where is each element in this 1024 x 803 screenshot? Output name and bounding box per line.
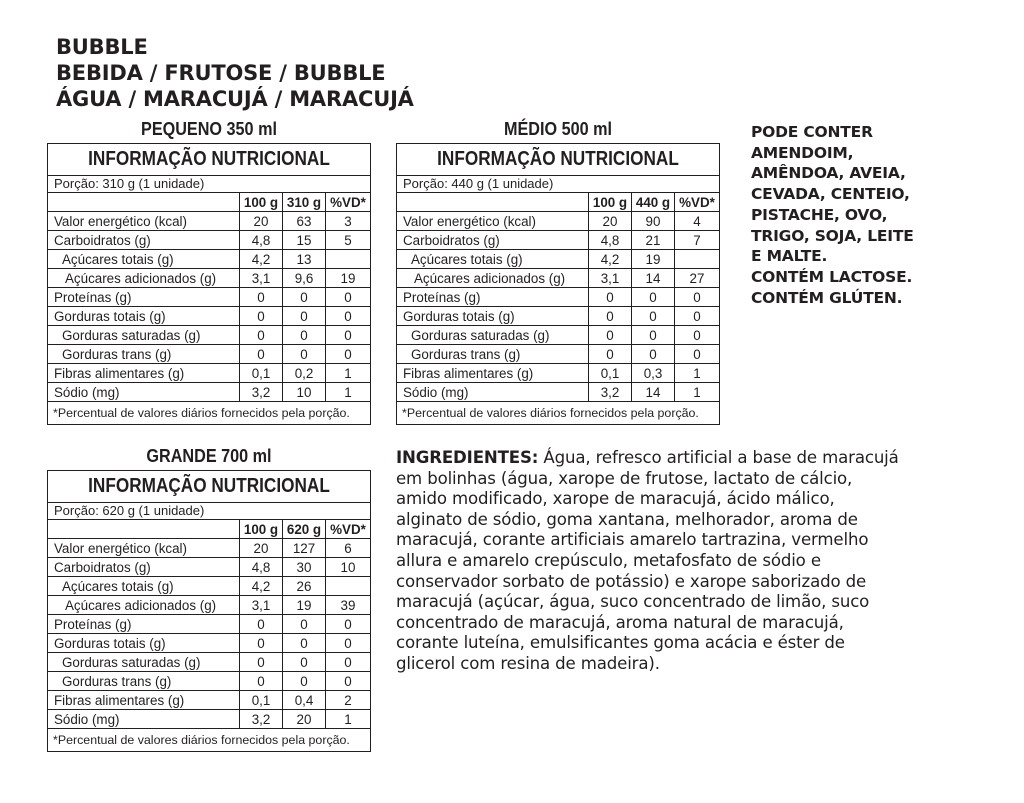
percent-daily-value: 10	[326, 558, 371, 577]
value-per-100g: 4,8	[240, 231, 283, 250]
percent-daily-value: 0	[675, 288, 720, 307]
value-per-100g: 20	[240, 212, 283, 231]
table-row	[48, 383, 370, 402]
value-per-portion: 0	[283, 615, 326, 634]
panel-size-title: GRANDE 700 ml	[146, 446, 272, 466]
nutrient-name: Fibras alimentares (g)	[48, 364, 240, 383]
nutrient-name: Carboidratos (g)	[48, 558, 240, 577]
value-per-portion: 0	[283, 672, 326, 691]
allergen-line: PODE CONTER	[751, 123, 873, 141]
column-header: 100 g	[240, 193, 283, 212]
percent-daily-value	[675, 250, 720, 269]
value-per-portion: 63	[283, 212, 326, 231]
nutrient-name: Proteínas (g)	[48, 288, 240, 307]
value-per-100g: 0	[589, 307, 632, 326]
label-heading: INFORMAÇÃO NUTRICIONAL	[88, 148, 330, 170]
nutrient-name: Sódio (mg)	[397, 383, 589, 402]
allergen-line: CEVADA, CENTEIO,	[751, 185, 910, 204]
column-header: 440 g	[632, 193, 675, 212]
table-row	[397, 345, 719, 364]
value-per-100g: 4,8	[589, 231, 632, 250]
ingredients-line	[396, 448, 926, 469]
ingredients-line: corante luteína, emulsificantes goma acácia e éster de	[396, 633, 845, 653]
ingredients-line: amido modificado, xarope de maracujá, ácido málico,	[396, 489, 835, 509]
value-per-100g: 0	[589, 326, 632, 345]
table-row	[48, 212, 370, 231]
column-header: %VD*	[675, 193, 720, 212]
table-header-row	[48, 520, 370, 539]
value-per-100g: 3,1	[589, 269, 632, 288]
value-per-100g: 0	[240, 288, 283, 307]
value-per-100g: 3,2	[240, 383, 283, 402]
title-line: BUBBLE	[56, 35, 148, 59]
panel-size-title: PEQUENO 350 ml	[141, 119, 277, 139]
value-per-portion: 0	[283, 345, 326, 364]
table-row	[397, 364, 719, 383]
value-per-100g: 0	[240, 326, 283, 345]
table-row	[48, 558, 370, 577]
nutrient-name: Proteínas (g)	[48, 615, 240, 634]
title-line: ÁGUA / MARACUJÁ / MARACUJÁ	[56, 87, 414, 111]
nutrient-name: Valor energético (kcal)	[397, 212, 589, 231]
nutrition-panel	[47, 445, 371, 752]
nutrient-name: Açúcares totais (g)	[397, 250, 589, 269]
value-per-100g: 3,1	[240, 596, 283, 615]
percent-daily-value: 0	[675, 345, 720, 364]
table-row	[48, 269, 370, 288]
table-row	[48, 231, 370, 250]
value-per-portion: 13	[283, 250, 326, 269]
value-per-portion: 15	[283, 231, 326, 250]
value-per-100g: 4,2	[589, 250, 632, 269]
value-per-portion: 90	[632, 212, 675, 231]
percent-daily-value: 5	[326, 231, 371, 250]
title-line: BEBIDA / FRUTOSE / BUBBLE	[56, 61, 386, 85]
value-per-portion: 19	[283, 596, 326, 615]
nutrition-label	[47, 143, 371, 425]
nutrient-name: Açúcares adicionados (g)	[397, 269, 589, 288]
percent-daily-value: 0	[326, 288, 371, 307]
nutrient-name: Valor energético (kcal)	[48, 212, 240, 231]
ingredients-line: concentrado de maracujá, aroma natural de maracujá,	[396, 612, 844, 632]
value-per-portion: 21	[632, 231, 675, 250]
value-per-portion: 127	[283, 539, 326, 558]
value-per-100g: 0,1	[589, 364, 632, 383]
nutrient-name: Carboidratos (g)	[48, 231, 240, 250]
nutrient-name: Açúcares adicionados (g)	[48, 596, 240, 615]
percent-daily-value: 1	[326, 364, 371, 383]
nutrient-name: Sódio (mg)	[48, 710, 240, 729]
nutrition-label	[396, 143, 720, 425]
nutrient-name: Fibras alimentares (g)	[48, 691, 240, 710]
percent-daily-value	[326, 577, 371, 596]
ingredients-line: glicerol com resina de madeira).	[396, 653, 660, 673]
value-per-100g: 3,2	[240, 710, 283, 729]
percent-daily-value: 1	[326, 710, 371, 729]
nutrient-name: Gorduras saturadas (g)	[48, 326, 240, 345]
percent-daily-value: 6	[326, 539, 371, 558]
value-per-portion: 0	[283, 307, 326, 326]
value-per-100g: 4,8	[240, 558, 283, 577]
portion-text: Porção: 310 g (1 unidade)	[48, 175, 370, 192]
value-per-100g: 0	[589, 345, 632, 364]
nutrient-name: Gorduras totais (g)	[48, 307, 240, 326]
value-per-100g: 0,1	[240, 364, 283, 383]
nutrient-name: Gorduras saturadas (g)	[48, 653, 240, 672]
label-footnote: *Percentual de valores diários fornecidos pela porção.	[397, 401, 719, 424]
value-per-100g: 0	[240, 672, 283, 691]
ingredients-text	[396, 448, 926, 675]
percent-daily-value: 7	[675, 231, 720, 250]
nutrient-name: Açúcares totais (g)	[48, 577, 240, 596]
percent-daily-value: 0	[675, 326, 720, 345]
percent-daily-value: 0	[326, 307, 371, 326]
value-per-portion: 0,3	[632, 364, 675, 383]
percent-daily-value: 0	[326, 615, 371, 634]
nutrient-name: Fibras alimentares (g)	[397, 364, 589, 383]
column-header: 620 g	[283, 520, 326, 539]
table-row	[48, 307, 370, 326]
table-row	[48, 672, 370, 691]
nutrition-label	[47, 470, 371, 752]
value-per-portion: 0	[632, 288, 675, 307]
percent-daily-value: 0	[326, 345, 371, 364]
table-row	[48, 288, 370, 307]
value-per-100g: 3,1	[240, 269, 283, 288]
percent-daily-value: 27	[675, 269, 720, 288]
nutrition-table	[48, 519, 370, 728]
label-footnote: *Percentual de valores diários fornecidos pela porção.	[48, 401, 370, 424]
percent-daily-value: 1	[675, 364, 720, 383]
percent-daily-value: 4	[675, 212, 720, 231]
table-row	[48, 539, 370, 558]
value-per-portion: 26	[283, 577, 326, 596]
nutrient-name: Gorduras trans (g)	[397, 345, 589, 364]
table-row	[48, 615, 370, 634]
table-row	[397, 383, 719, 402]
percent-daily-value: 1	[675, 383, 720, 402]
table-header-row	[48, 193, 370, 212]
percent-daily-value: 0	[675, 307, 720, 326]
table-row	[48, 250, 370, 269]
value-per-portion: 0	[632, 326, 675, 345]
value-per-portion: 14	[632, 383, 675, 402]
value-per-portion: 0,2	[283, 364, 326, 383]
nutrient-name: Gorduras trans (g)	[48, 345, 240, 364]
percent-daily-value: 1	[326, 383, 371, 402]
product-title	[56, 34, 414, 112]
portion-text: Porção: 440 g (1 unidade)	[397, 175, 719, 192]
nutrient-name: Valor energético (kcal)	[48, 539, 240, 558]
column-header: 310 g	[283, 193, 326, 212]
table-row	[397, 250, 719, 269]
ingredients-line: em bolinhas (água, xarope de frutose, lactato de cálcio,	[396, 468, 853, 488]
nutrition-panel	[47, 118, 371, 425]
table-row	[48, 577, 370, 596]
table-row	[48, 364, 370, 383]
value-per-100g: 4,2	[240, 577, 283, 596]
table-row	[397, 288, 719, 307]
nutrition-panel	[396, 118, 720, 425]
percent-daily-value: 2	[326, 691, 371, 710]
percent-daily-value: 0	[326, 672, 371, 691]
allergen-line: AMENDOIM,	[751, 143, 854, 162]
ingredients-line: conservador sorbato de potássio) e xarope saborizado de	[396, 571, 867, 591]
table-row	[397, 269, 719, 288]
column-header: 100 g	[589, 193, 632, 212]
value-per-100g: 0	[240, 634, 283, 653]
nutrient-name: Gorduras totais (g)	[48, 634, 240, 653]
allergen-warning	[751, 122, 981, 308]
ingredients-label: INGREDIENTES:	[396, 448, 539, 467]
allergen-line: CONTÉM LACTOSE.	[751, 267, 913, 286]
ingredients-line: maracujá (açúcar, água, suco concentrado de limão, suco	[396, 592, 870, 612]
value-per-portion: 0	[632, 307, 675, 326]
table-row	[397, 212, 719, 231]
percent-daily-value: 0	[326, 653, 371, 672]
nutrition-table	[48, 192, 370, 401]
ingredients-first-text: Água, refresco artificial a base de maracujá	[538, 448, 899, 467]
value-per-100g: 0	[240, 307, 283, 326]
value-per-100g: 0	[240, 653, 283, 672]
nutrient-name: Carboidratos (g)	[397, 231, 589, 250]
value-per-100g: 0	[240, 615, 283, 634]
value-per-100g: 0,1	[240, 691, 283, 710]
nutrient-name: Açúcares totais (g)	[48, 250, 240, 269]
value-per-100g: 4,2	[240, 250, 283, 269]
table-row	[48, 710, 370, 729]
value-per-portion: 20	[283, 710, 326, 729]
allergen-line: AMÊNDOA, AVEIA,	[751, 164, 906, 183]
value-per-100g: 20	[240, 539, 283, 558]
table-row	[48, 326, 370, 345]
percent-daily-value: 39	[326, 596, 371, 615]
value-per-portion: 10	[283, 383, 326, 402]
label-heading: INFORMAÇÃO NUTRICIONAL	[437, 148, 679, 170]
column-header: 100 g	[240, 520, 283, 539]
value-per-portion: 0	[283, 288, 326, 307]
nutrient-name: Proteínas (g)	[397, 288, 589, 307]
value-per-portion: 19	[632, 250, 675, 269]
nutrient-name: Gorduras totais (g)	[397, 307, 589, 326]
percent-daily-value: 0	[326, 634, 371, 653]
value-per-portion: 0,4	[283, 691, 326, 710]
table-row	[397, 231, 719, 250]
column-header: %VD*	[326, 193, 371, 212]
table-row	[48, 653, 370, 672]
percent-daily-value: 19	[326, 269, 371, 288]
table-row	[48, 345, 370, 364]
nutrient-name: Açúcares adicionados (g)	[48, 269, 240, 288]
ingredients-line: alginato de sódio, goma xantana, melhorador, aroma de	[396, 509, 858, 529]
value-per-portion: 14	[632, 269, 675, 288]
table-row	[397, 307, 719, 326]
label-heading: INFORMAÇÃO NUTRICIONAL	[88, 475, 330, 497]
ingredients-line: maracujá, corante artificiais amarelo tartrazina, vermelho	[396, 530, 869, 550]
value-per-portion: 0	[283, 634, 326, 653]
value-per-portion: 0	[283, 653, 326, 672]
allergen-line: TRIGO, SOJA, LEITE	[751, 226, 914, 245]
allergen-line: E MALTE.	[751, 247, 828, 266]
value-per-portion: 0	[283, 326, 326, 345]
table-row	[397, 326, 719, 345]
allergen-line: PISTACHE, OVO,	[751, 205, 888, 224]
ingredients-line: allura e amarelo crepúsculo, metafosfato de sódio e	[396, 550, 821, 570]
table-header-row	[397, 193, 719, 212]
portion-text: Porção: 620 g (1 unidade)	[48, 502, 370, 519]
value-per-100g: 3,2	[589, 383, 632, 402]
nutrient-name: Sódio (mg)	[48, 383, 240, 402]
column-header: %VD*	[326, 520, 371, 539]
allergen-line: CONTÉM GLÚTEN.	[751, 288, 903, 307]
percent-daily-value	[326, 250, 371, 269]
table-row	[48, 596, 370, 615]
value-per-100g: 20	[589, 212, 632, 231]
nutrient-name: Gorduras trans (g)	[48, 672, 240, 691]
nutrient-name: Gorduras saturadas (g)	[397, 326, 589, 345]
value-per-portion: 0	[632, 345, 675, 364]
value-per-portion: 30	[283, 558, 326, 577]
panel-size-title: MÉDIO 500 ml	[503, 119, 613, 139]
value-per-100g: 0	[589, 288, 632, 307]
table-row	[48, 691, 370, 710]
value-per-100g: 0	[240, 345, 283, 364]
label-footnote: *Percentual de valores diários fornecidos pela porção.	[48, 728, 370, 751]
percent-daily-value: 3	[326, 212, 371, 231]
table-row	[48, 634, 370, 653]
nutrition-table	[397, 192, 719, 401]
percent-daily-value: 0	[326, 326, 371, 345]
value-per-portion: 9,6	[283, 269, 326, 288]
